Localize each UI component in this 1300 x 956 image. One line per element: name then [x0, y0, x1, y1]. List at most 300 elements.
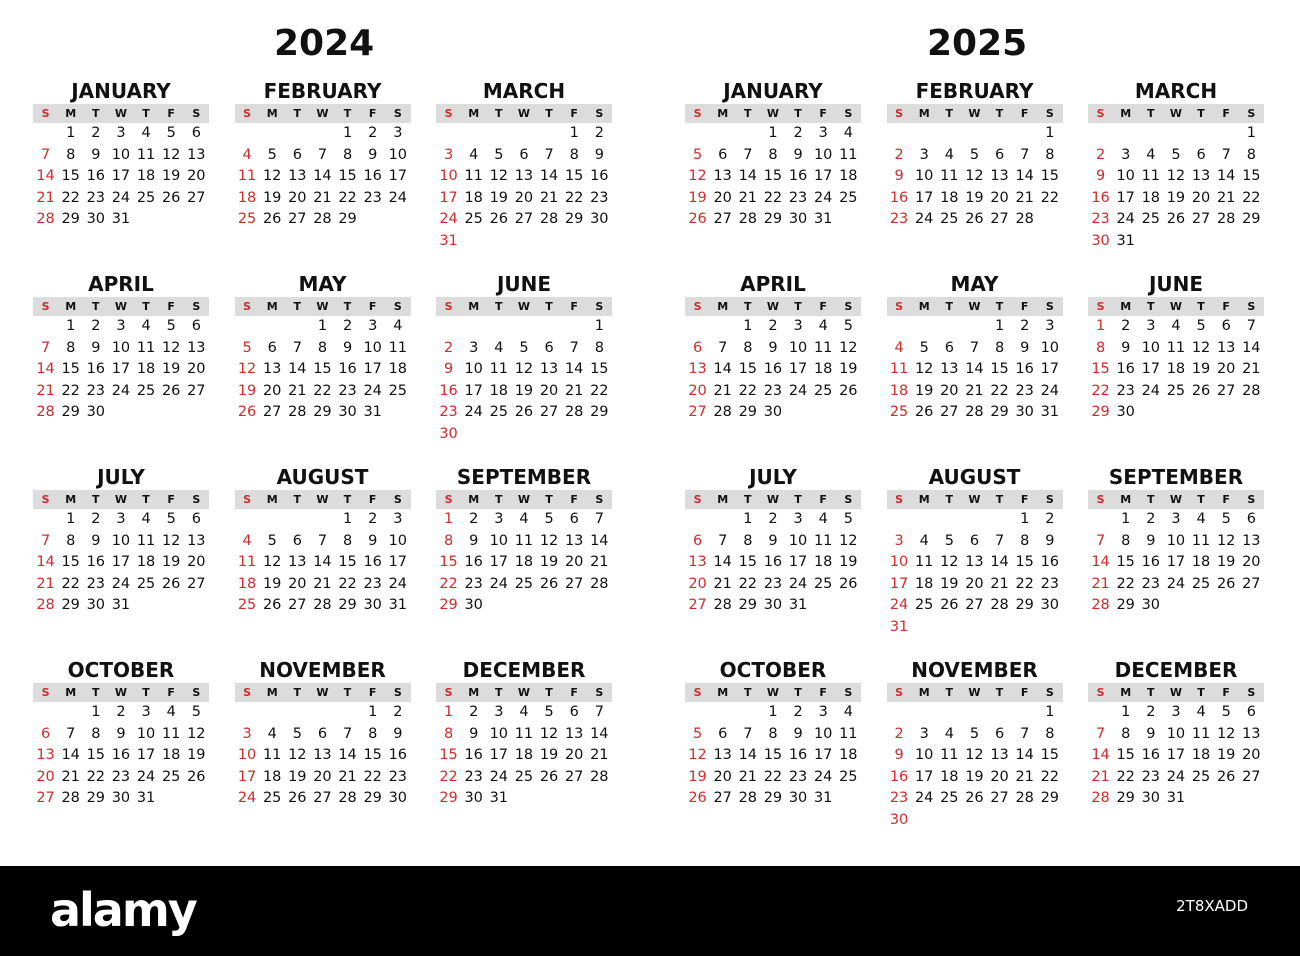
- day-number: 20: [688, 382, 707, 399]
- day-number: 13: [990, 168, 1009, 184]
- day-number: 10: [237, 747, 257, 763]
- day-number: 21: [313, 575, 332, 592]
- empty-day: [1088, 702, 1113, 724]
- day-number: 4: [267, 725, 277, 742]
- weekday-label: S: [192, 686, 201, 699]
- day-number: 21: [990, 575, 1009, 592]
- day-number: 16: [788, 747, 808, 763]
- day-number: 7: [594, 511, 604, 527]
- day-number: 25: [1166, 382, 1186, 399]
- day-number: 22: [86, 768, 106, 785]
- weekday-label: F: [1222, 686, 1230, 699]
- empty-day: [260, 316, 285, 338]
- weekday-label: S: [1247, 493, 1256, 506]
- weekday-label: S: [393, 300, 402, 313]
- day-number: 11: [237, 554, 257, 570]
- day-number: 25: [136, 189, 156, 206]
- day-number: 4: [494, 339, 504, 356]
- empty-day: [235, 316, 260, 338]
- day-number: 10: [788, 339, 808, 356]
- day-number: 29: [990, 404, 1009, 420]
- day-number: 8: [1095, 339, 1106, 356]
- empty-day: [285, 123, 310, 145]
- day-number: 17: [1166, 747, 1186, 763]
- weekday-label: M: [65, 107, 77, 120]
- month-march: [1088, 78, 1264, 252]
- day-number: 19: [237, 382, 257, 399]
- weekday-label: M: [1120, 107, 1132, 120]
- day-number: 10: [388, 532, 408, 549]
- day-number: 8: [768, 725, 778, 742]
- weekday-label: S: [1247, 686, 1256, 699]
- weekday-header: [33, 683, 209, 702]
- day-number: 2: [91, 318, 101, 334]
- day-number: 15: [313, 361, 332, 377]
- day-number: 25: [813, 575, 833, 592]
- weekday-label: S: [595, 300, 604, 313]
- weekday-label: S: [243, 107, 252, 120]
- day-number: 10: [813, 146, 833, 163]
- empty-day: [937, 509, 962, 531]
- day-number: 6: [191, 318, 201, 334]
- day-number: 21: [590, 747, 609, 763]
- day-number: 7: [1221, 146, 1231, 163]
- weekday-label: T: [92, 300, 100, 313]
- day-number: 9: [768, 339, 778, 356]
- empty-day: [285, 702, 310, 724]
- day-number: 26: [1216, 575, 1236, 592]
- day-number: 21: [539, 189, 559, 206]
- weekday-label: T: [343, 107, 352, 120]
- day-number: 12: [965, 747, 984, 763]
- day-number: 19: [161, 554, 181, 570]
- weekday-label: F: [368, 493, 377, 506]
- day-number: 10: [111, 532, 131, 549]
- day-number: 23: [464, 768, 483, 785]
- day-number: 5: [969, 725, 980, 742]
- weekday-label: W: [766, 686, 779, 699]
- day-number: 30: [86, 211, 106, 227]
- day-number: 7: [594, 704, 604, 720]
- day-number: 14: [1091, 554, 1110, 570]
- day-number: 31: [1040, 404, 1060, 420]
- month-april: [33, 271, 209, 424]
- day-number: 7: [994, 532, 1005, 549]
- day-number: 29: [1116, 597, 1135, 613]
- day-number: 14: [1015, 747, 1034, 763]
- weekday-label: M: [266, 493, 278, 506]
- day-number: 28: [590, 575, 609, 592]
- day-number: 6: [191, 511, 201, 527]
- day-number: 1: [342, 511, 353, 527]
- day-number: 1: [743, 511, 753, 527]
- day-number: 3: [793, 511, 803, 527]
- day-number: 28: [738, 790, 758, 806]
- day-number: 11: [813, 339, 833, 356]
- month-name: MARCH: [1134, 79, 1218, 103]
- day-number: 13: [187, 339, 206, 356]
- day-number: 20: [1242, 747, 1261, 763]
- weekday-header: [33, 297, 209, 316]
- day-number: 19: [688, 189, 707, 206]
- day-number: 1: [743, 318, 753, 334]
- weekday-label: T: [495, 686, 503, 699]
- day-number: 1: [66, 318, 76, 334]
- empty-day: [260, 509, 285, 531]
- day-grid: [436, 509, 612, 617]
- weekday-label: S: [243, 686, 252, 699]
- weekday-label: F: [1222, 107, 1230, 120]
- weekday-label: T: [495, 493, 503, 506]
- day-number: 22: [990, 382, 1009, 399]
- weekday-label: W: [114, 300, 127, 313]
- day-number: 7: [40, 146, 51, 163]
- day-number: 7: [569, 339, 579, 356]
- day-number: 24: [914, 211, 934, 227]
- weekday-header: [235, 297, 411, 316]
- day-number: 4: [894, 339, 904, 356]
- day-number: 30: [464, 790, 483, 806]
- month-july: [33, 464, 209, 617]
- day-number: 24: [388, 575, 408, 592]
- day-number: 24: [111, 189, 131, 206]
- day-number: 25: [1141, 211, 1161, 227]
- day-number: 23: [111, 768, 131, 785]
- weekday-label: T: [495, 300, 503, 313]
- day-number: 29: [313, 404, 332, 420]
- day-number: 7: [718, 532, 728, 549]
- day-number: 29: [1091, 404, 1110, 420]
- day-number: 8: [66, 146, 76, 163]
- day-number: 3: [494, 511, 504, 527]
- day-number: 18: [161, 747, 181, 763]
- day-number: 4: [1196, 511, 1206, 527]
- day-number: 3: [1045, 318, 1055, 334]
- day-number: 20: [713, 768, 732, 785]
- day-number: 22: [61, 575, 80, 592]
- day-number: 31: [388, 597, 408, 613]
- day-number: 6: [40, 725, 51, 742]
- day-number: 11: [489, 361, 509, 377]
- weekday-header: [887, 297, 1063, 316]
- day-number: 8: [768, 146, 778, 163]
- day-number: 26: [161, 575, 181, 592]
- day-number: 27: [965, 597, 984, 613]
- empty-day: [912, 509, 937, 531]
- day-number: 13: [187, 532, 206, 549]
- day-number: 29: [61, 211, 80, 227]
- day-number: 12: [914, 361, 934, 377]
- day-number: 30: [1091, 232, 1110, 249]
- month-october: [33, 657, 209, 810]
- day-number: 4: [944, 725, 954, 742]
- day-number: 24: [914, 790, 934, 806]
- day-number: 19: [839, 554, 858, 570]
- month-name: JULY: [97, 465, 145, 489]
- weekday-label: S: [844, 686, 853, 699]
- empty-day: [710, 509, 735, 531]
- day-number: 30: [763, 597, 783, 613]
- day-number: 11: [940, 747, 959, 763]
- day-number: 9: [793, 725, 803, 742]
- day-number: 16: [86, 554, 106, 570]
- day-number: 2: [1121, 318, 1131, 334]
- day-number: 1: [342, 125, 353, 141]
- weekday-label: M: [1120, 300, 1132, 313]
- weekday-label: M: [918, 493, 930, 506]
- month-april: [685, 271, 861, 424]
- weekday-label: S: [393, 493, 402, 506]
- weekday-label: F: [1020, 300, 1029, 313]
- day-number: 29: [61, 597, 80, 613]
- empty-day: [987, 702, 1012, 724]
- weekday-label: S: [1247, 300, 1256, 313]
- day-number: 9: [1045, 532, 1055, 549]
- day-number: 20: [262, 382, 282, 399]
- day-number: 15: [1040, 168, 1060, 184]
- weekday-label: F: [819, 300, 827, 313]
- day-number: 16: [788, 168, 808, 184]
- weekday-label: S: [1096, 686, 1105, 699]
- day-number: 18: [136, 168, 156, 184]
- empty-day: [1214, 123, 1239, 145]
- weekday-label: T: [545, 493, 553, 506]
- empty-day: [735, 123, 760, 145]
- day-number: 17: [1040, 361, 1060, 377]
- weekday-label: S: [444, 107, 453, 120]
- weekday-label: S: [393, 107, 402, 120]
- day-number: 26: [539, 768, 559, 785]
- weekday-header: [235, 683, 411, 702]
- day-number: 21: [288, 382, 307, 399]
- day-number: 2: [368, 125, 378, 141]
- day-number: 9: [443, 361, 454, 377]
- day-number: 19: [161, 168, 181, 184]
- day-number: 27: [514, 211, 534, 227]
- day-number: 1: [1020, 511, 1030, 527]
- weekday-label: S: [1096, 300, 1105, 313]
- empty-day: [685, 702, 710, 724]
- day-number: 17: [1141, 361, 1161, 377]
- day-number: 12: [489, 168, 509, 184]
- day-number: 6: [519, 146, 529, 163]
- month-june: [436, 271, 612, 445]
- day-number: 30: [363, 597, 382, 613]
- day-number: 21: [36, 382, 55, 399]
- day-number: 13: [990, 747, 1009, 763]
- day-number: 31: [889, 618, 909, 635]
- weekday-label: S: [595, 493, 604, 506]
- weekday-label: S: [393, 686, 402, 699]
- day-number: 14: [338, 747, 357, 763]
- day-number: 19: [965, 768, 984, 785]
- day-number: 24: [111, 575, 131, 592]
- empty-day: [887, 316, 912, 338]
- day-grid: [436, 123, 612, 252]
- weekday-label: T: [995, 493, 1004, 506]
- day-number: 15: [1091, 361, 1110, 377]
- day-number: 14: [313, 554, 332, 570]
- day-number: 26: [965, 211, 984, 227]
- day-number: 30: [1141, 597, 1161, 613]
- day-number: 18: [136, 361, 156, 377]
- day-number: 11: [136, 146, 156, 163]
- day-number: 10: [1141, 339, 1161, 356]
- day-number: 16: [86, 361, 106, 377]
- day-number: 22: [363, 768, 382, 785]
- day-number: 20: [313, 768, 332, 785]
- day-number: 13: [1216, 339, 1236, 356]
- empty-day: [912, 702, 937, 724]
- day-number: 12: [539, 532, 559, 549]
- empty-day: [685, 123, 710, 145]
- day-number: 20: [539, 382, 559, 399]
- day-number: 14: [1015, 168, 1034, 184]
- day-number: 21: [36, 189, 55, 206]
- day-number: 29: [1116, 790, 1135, 806]
- day-number: 18: [940, 768, 959, 785]
- day-number: 3: [1171, 511, 1181, 527]
- day-number: 27: [262, 404, 282, 420]
- day-number: 21: [1216, 189, 1236, 206]
- day-number: 26: [489, 211, 509, 227]
- day-number: 4: [1196, 704, 1206, 720]
- day-number: 7: [1095, 532, 1106, 549]
- weekday-label: M: [1120, 686, 1132, 699]
- day-number: 25: [839, 189, 858, 206]
- empty-day: [58, 702, 83, 724]
- weekday-label: W: [766, 493, 779, 506]
- day-number: 20: [1216, 361, 1236, 377]
- day-number: 13: [288, 554, 307, 570]
- weekday-label: T: [1147, 493, 1155, 506]
- weekday-label: T: [744, 300, 752, 313]
- weekday-label: M: [918, 107, 930, 120]
- day-number: 1: [569, 125, 579, 141]
- day-number: 21: [1091, 768, 1110, 785]
- empty-day: [1012, 123, 1037, 145]
- day-number: 9: [91, 339, 101, 356]
- day-number: 3: [494, 704, 504, 720]
- day-number: 12: [539, 725, 559, 742]
- day-grid: [235, 702, 411, 810]
- day-number: 23: [889, 790, 909, 806]
- day-number: 10: [388, 146, 408, 163]
- day-number: 4: [141, 318, 151, 334]
- empty-day: [310, 123, 335, 145]
- empty-day: [1113, 123, 1138, 145]
- day-number: 3: [393, 511, 403, 527]
- weekday-header: [436, 297, 612, 316]
- day-number: 23: [388, 768, 408, 785]
- weekday-label: S: [192, 300, 201, 313]
- day-number: 14: [313, 168, 332, 184]
- day-number: 18: [940, 189, 959, 206]
- day-number: 15: [1015, 554, 1034, 570]
- month-name: NOVEMBER: [911, 658, 1038, 682]
- day-number: 28: [1091, 597, 1110, 613]
- day-number: 20: [187, 361, 206, 377]
- day-number: 10: [136, 725, 156, 742]
- month-name: MAY: [298, 272, 347, 296]
- weekday-header: [887, 683, 1063, 702]
- day-number: 18: [262, 768, 282, 785]
- day-number: 3: [818, 704, 828, 720]
- weekday-label: T: [744, 107, 752, 120]
- day-number: 15: [439, 747, 458, 763]
- day-number: 2: [368, 511, 378, 527]
- day-number: 6: [692, 339, 703, 356]
- empty-day: [685, 509, 710, 531]
- empty-day: [1088, 123, 1113, 145]
- day-number: 27: [940, 404, 959, 420]
- weekday-label: M: [468, 493, 480, 506]
- weekday-label: F: [167, 493, 175, 506]
- day-number: 4: [818, 511, 828, 527]
- day-number: 22: [1040, 189, 1060, 206]
- empty-day: [1012, 702, 1037, 724]
- month-name: DECEMBER: [462, 658, 586, 682]
- weekday-label: S: [41, 300, 50, 313]
- day-number: 31: [1116, 232, 1135, 249]
- weekday-label: M: [65, 493, 77, 506]
- day-number: 2: [1045, 511, 1055, 527]
- day-number: 29: [439, 597, 458, 613]
- day-number: 19: [688, 768, 707, 785]
- empty-day: [335, 702, 360, 724]
- day-number: 24: [1040, 382, 1060, 399]
- day-number: 10: [1166, 532, 1186, 549]
- day-grid: [1088, 316, 1264, 424]
- weekday-header: [887, 490, 1063, 509]
- day-number: 22: [439, 575, 458, 592]
- month-name: JUNE: [1148, 272, 1204, 296]
- day-number: 31: [111, 597, 131, 613]
- weekday-label: F: [167, 107, 175, 120]
- day-number: 4: [141, 511, 151, 527]
- day-number: 13: [288, 168, 307, 184]
- day-number: 20: [187, 554, 206, 570]
- weekday-label: W: [517, 686, 530, 699]
- weekday-label: T: [343, 493, 352, 506]
- day-number: 20: [1191, 189, 1211, 206]
- day-number: 22: [313, 382, 332, 399]
- day-number: 29: [1040, 790, 1060, 806]
- weekday-label: S: [844, 493, 853, 506]
- weekday-label: F: [570, 107, 578, 120]
- day-number: 19: [262, 575, 282, 592]
- day-number: 7: [743, 725, 753, 742]
- day-number: 9: [116, 725, 126, 742]
- month-november: [887, 657, 1063, 831]
- day-number: 19: [262, 189, 282, 206]
- empty-day: [260, 123, 285, 145]
- month-name: DECEMBER: [1114, 658, 1238, 682]
- day-number: 5: [166, 511, 176, 527]
- weekday-label: T: [1147, 107, 1155, 120]
- year-title: 2025: [927, 23, 1028, 64]
- day-number: 18: [489, 382, 509, 399]
- day-number: 28: [313, 211, 332, 227]
- month-september: [436, 464, 612, 617]
- day-number: 31: [363, 404, 382, 420]
- day-number: 25: [1191, 575, 1211, 592]
- day-number: 23: [363, 189, 382, 206]
- day-number: 28: [1015, 790, 1034, 806]
- day-number: 10: [788, 532, 808, 549]
- day-number: 28: [61, 790, 80, 806]
- weekday-label: M: [468, 300, 480, 313]
